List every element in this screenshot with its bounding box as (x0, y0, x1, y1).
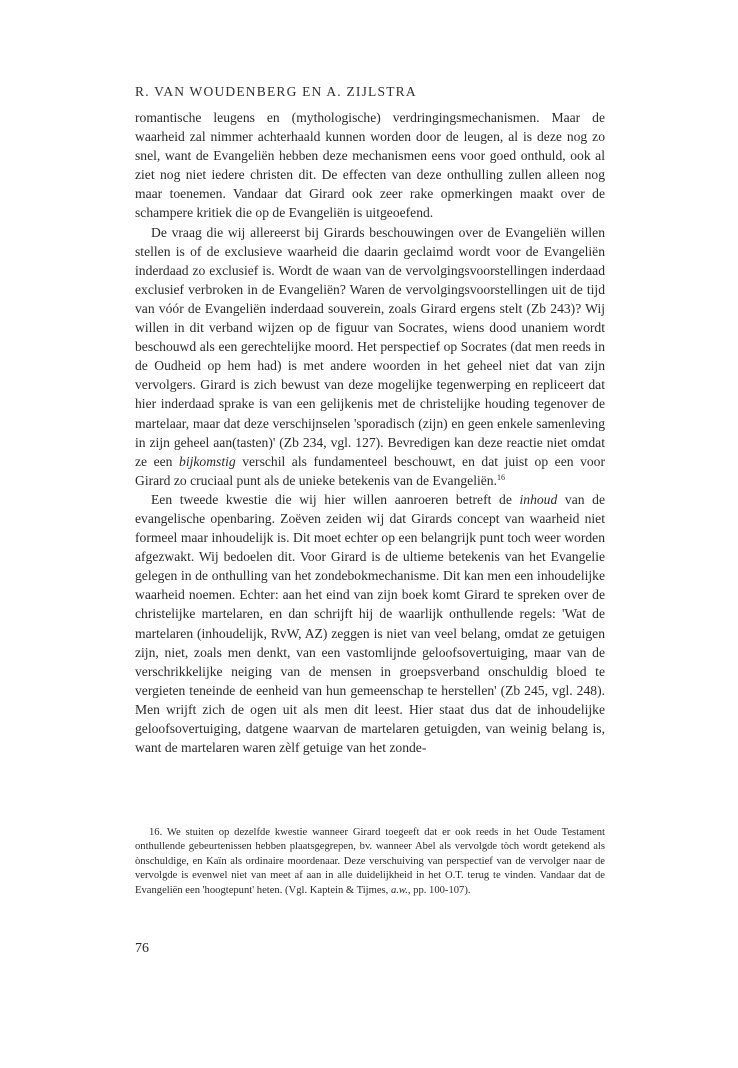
paragraph-2-emphasis: bijkomstig (179, 453, 236, 469)
page-number: 76 (135, 941, 149, 956)
paragraph-2 (135, 223, 605, 490)
paragraph-2-text-b: verschil als fundamenteel beschouwt, en dat juist op een voor Girard zo cruciaal punt als de unieke betekenis van de Evangeliën. (135, 453, 606, 488)
footnote-emphasis: a.w. (390, 884, 408, 896)
footnote-text-a: 16. We stuiten op dezelfde kwestie wanneer Girard toegeeft dat er ook reeds in het Oude Testament onthullende gebeurtenissen hebben plaatsgegrepen, bv. wanneer Abel als vervolgde tòch wordt getekend als ònschuldige, en Kaïn als ordinaire moordenaar. Deze verschuiving van perspectief van de vervolger naar de vervolgde is evenwel niet van meet af aan in alle duidelijkheid in het O.T. terug te vinden. Vandaar dat de Evangeliën een 'hoogtepunt' heten. (Vgl. Kaptein & Tijmes, (135, 827, 605, 896)
paragraph-2-text-a: De vraag die wij allereerst bij Girards beschouwingen over de Evangeliën willen stellen is of de exclusieve waarheid die daarin geclaimd wordt voor de Evangeliën inderdaad zo exclusief is. Wordt de waan van de vervolgingsvoorstellingen inderdaad exclusief verbroken in de Evangeliën? Waren de vervolgingsvoorstellingen uit de tijd van vóór de Evangeliën inderdaad souverein, zoals Girard ergens stelt (Zb 243)? Wij willen in dit verband wijzen op de figuur van Socrates, wiens dood unaniem wordt beschouwd als een gerechtelijke moord. Het perspectief op Socrates (dat men reeds in de Oudheid op hem had) is met andere woorden in het geheel niet dat van zijn vervolgers. Girard is zich bewust van deze mogelijke tegenwerping en repliceert dat hier inderdaad sprake is van een gelijkenis met de christelijke houding tegenover de martelaar, maar dat deze verschijnselen 'sporadisch (zijn) en geen enkele samenleving in zijn geheel aan(tasten)' (Zb 234, vgl. 127). Bevredigen kan deze reactie niet omdat ze een (135, 224, 605, 469)
footnote-16 (135, 826, 605, 898)
paragraph-3 (135, 490, 605, 757)
paragraph-3-text-a: Een tweede kwestie die wij hier willen aanroeren betreft de (151, 491, 520, 507)
paragraph-3-text-b: van de evangelische openbaring. Zoëven zeiden wij dat Girards concept van waarheid niet formeel maar inhoudelijk is. Dit moet echter op een belangrijk punt toch weer worden afgezwakt. Wij bedoelen dit. Voor Girard is de ultieme betekenis van het Evangelie gelegen in de onthulling van het zondebokmechanisme. Dit kan men een inhoudelijke waarheid noemen. Echter: aan het eind van zijn boek komt Girard te spreken over de christelijke martelaren, en dan schrijft hij de waarlijk onthullende regels: 'Wat de martelaren (inhoudelijk, RvW, AZ) zeggen is niet van veel belang, omdat ze getuigen zijn, niet, zoals men denkt, van een vastomlijnde geloofsovertuiging, maar van de verschrikkelijke neiging van de mensen in groepsverband onschuldig bloed te vergieten teneinde de eenheid van hun gemeenschap te herstellen' (Zb 245, vgl. 248). Men wrijft zich de ogen uit als men dit leest. Hier staat dus dat de inhoudelijke geloofsovertuiging, datgene waarvan de martelaren getuigden, van weinig belang is, want de martelaren waren zèlf getuige van het zonde- (135, 491, 605, 756)
paragraph-3-emphasis: inhoud (519, 491, 558, 507)
footnote-text-b: , pp. 100-107). (407, 884, 471, 896)
running-head: R. VAN WOUDENBERG EN A. ZIJLSTRA (135, 84, 417, 99)
footnote-reference[interactable]: 16 (496, 472, 505, 482)
paragraph-1: romantische leugens en (mythologische) verdringingsmechanismen. Maar de waarheid zal nimmer achterhaald kunnen worden door de leugen, al is deze nog zo snel, want de Evangeliën hebben deze mechanismen eens voor goed onthuld, ook al ziet nog niet iedere christen dit. De effecten van deze onthulling zullen alleen nog maar toenemen. Vandaar dat Girard ook zeer rake opmerkingen maakt over de schampere kritiek die op de Evangeliën is uitgeoefend. (135, 110, 605, 221)
main-text (135, 108, 605, 757)
